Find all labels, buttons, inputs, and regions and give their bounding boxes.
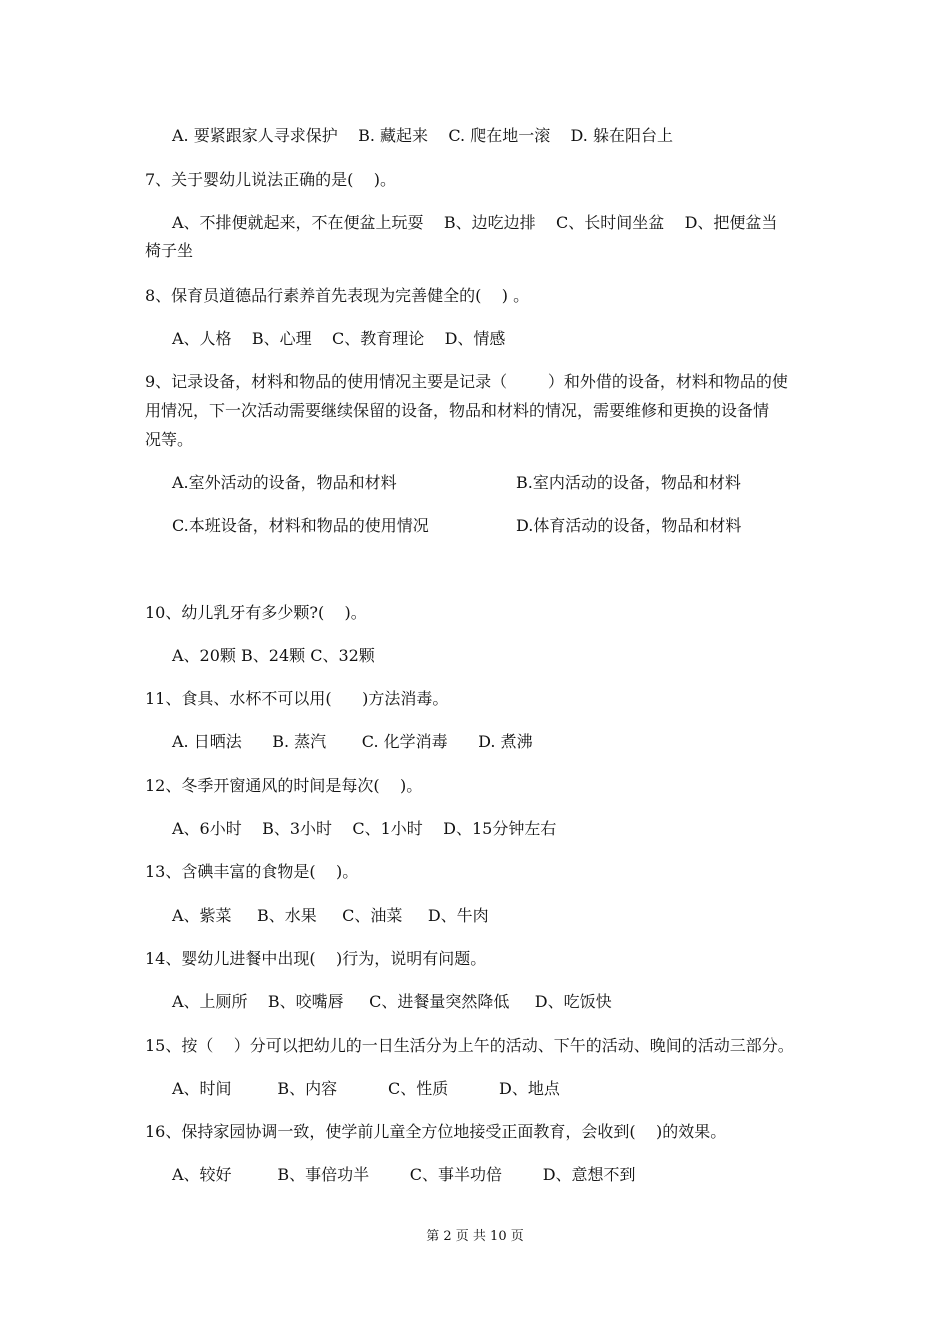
q8-stem: 8、保育员道德品行素养首先表现为完善健全的( ) 。 — [145, 286, 530, 305]
q14-stem: 14、婴幼儿进餐中出现( )行为，说明有问题。 — [145, 949, 487, 968]
q8-options: A、人格 B、心理 C、教育理论 D、情感 — [172, 329, 506, 348]
q7-options: A、不排便就起来，不在便盆上玩耍 B、边吃边排 C、长时间坐盆 D、把便盆当 — [172, 213, 778, 232]
q16-stem: 16、保持家园协调一致，使学前儿童全方位地接受正面教育，会收到( )的效果。 — [145, 1122, 727, 1141]
q7-stem: 7、关于婴幼儿说法正确的是( )。 — [145, 170, 397, 189]
q15-options: A、时间 B、内容 C、性质 D、地点 — [172, 1079, 560, 1098]
q9-option-d: D.体育活动的设备，物品和材料 — [516, 516, 742, 535]
q9-stem-line3: 况等。 — [145, 430, 194, 449]
q9-stem-line2: 用情况，下一次活动需要继续保留的设备，物品和材料的情况，需要维修和更换的设备情 — [145, 401, 770, 420]
q9-option-a: A.室外活动的设备，物品和材料 — [172, 473, 397, 492]
q10-stem: 10、幼儿乳牙有多少颗?( )。 — [145, 603, 367, 622]
q9-option-c: C.本班设备，材料和物品的使用情况 — [172, 516, 429, 535]
q7-options-cont: 椅子坐 — [145, 241, 194, 260]
q9-option-b: B.室内活动的设备，物品和材料 — [516, 473, 741, 492]
q16-options: A、较好 B、事倍功半 C、事半功倍 D、意想不到 — [172, 1165, 636, 1184]
q13-options: A、紫菜 B、水果 C、油菜 D、牛肉 — [172, 906, 489, 925]
q11-stem: 11、食具、水杯不可以用( )方法消毒。 — [145, 689, 449, 708]
q12-stem: 12、冬季开窗通风的时间是每次( )。 — [145, 776, 423, 795]
q6-options: A. 要紧跟家人寻求保护 B. 藏起来 C. 爬在地一滚 D. 躲在阳台上 — [172, 126, 673, 145]
q12-options: A、6小时 B、3小时 C、1小时 D、15分钟左右 — [172, 819, 557, 838]
q11-options: A. 日晒法 B. 蒸汽 C. 化学消毒 D. 煮沸 — [172, 732, 533, 751]
page-footer: 第 2 页 共 10 页 — [426, 1229, 524, 1244]
q9-stem-line1: 9、记录设备，材料和物品的使用情况主要是记录（ ）和外借的设备，材料和物品的使 — [145, 372, 788, 391]
q15-stem: 15、按（ ）分可以把幼儿的一日生活分为上午的活动、下午的活动、晚间的活动三部分。 — [145, 1036, 794, 1055]
q10-options: A、20颗 B、24颗 C、32颗 — [172, 646, 375, 665]
q14-options: A、上厕所 B、咬嘴唇 C、进餐量突然降低 D、吃饭快 — [172, 992, 612, 1011]
q13-stem: 13、含碘丰富的食物是( )。 — [145, 862, 359, 881]
